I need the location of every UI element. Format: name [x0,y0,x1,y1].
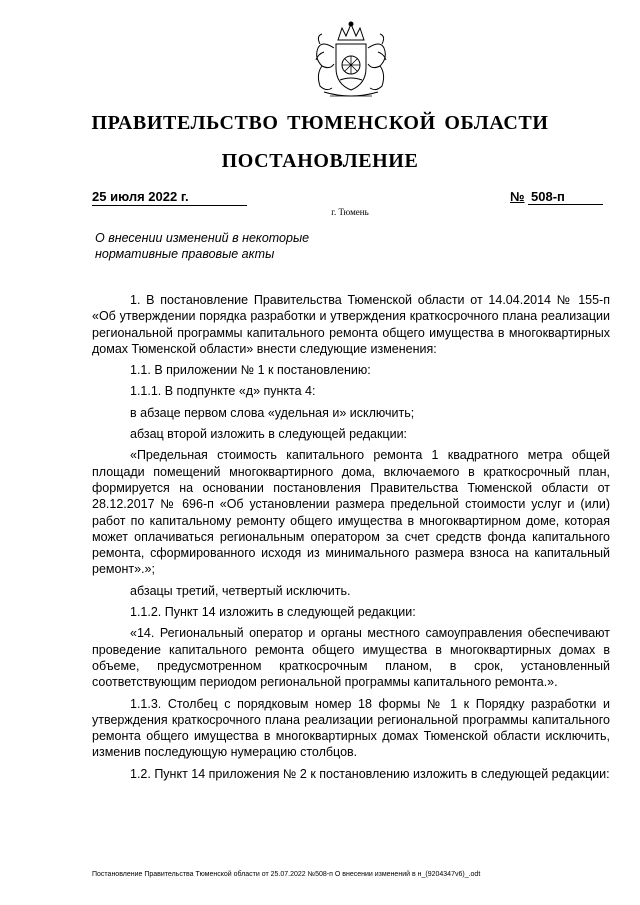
document-body [92,292,610,782]
document-type-title: ПОСТАНОВЛЕНИЕ [221,150,419,172]
subject-line-1: О внесении изменений в некоторые [95,231,310,245]
city-label: г. Тюмень [331,207,369,217]
paragraph-first-abzac: в абзаце первом слова «удельная и» исключить; [130,405,415,420]
paragraph-quote-14: «14. Региональный оператор и органы местного самоуправления обеспечивают проведение капитального ремонта общего имущества в многоквартирных домах в объеме, предусмотренном краткосрочным планом, в срок, установленный соответствующим периодом региональной программы капитального ремонта.». [92,626,610,690]
paragraph-1-2: 1.2. Пункт 14 приложения № 2 к постановлению изложить в следующей редакции: [130,766,610,781]
document-subject [95,230,415,262]
paragraph-second-abzac: абзац второй изложить в следующей редакции: [130,427,408,442]
document-date: 25 июля 2022 г. [92,188,247,206]
paragraph-1-1-1: 1.1.1. В подпункте «д» пункта 4: [130,384,316,399]
paragraph-1-1-3: 1.1.3. Столбец с порядковым номер 18 формы № 1 к Порядку разработки и утверждения краткосрочного плана реализации региональной программы капитального ремонта общего имущества в многоквартирных домах Тюменской области исключить, изменив последующую нумерацию столбцов. [92,696,610,760]
document-number-field [510,188,603,205]
paragraph-1: 1. В постановление Правительства Тюменской области от 14.04.2014 № 155-п «Об утверждении порядка разработки и утверждения краткосрочного плана реализации региональной программы капитального ремонта общего имущества в многоквартирных домах Тюменской области» внести следующие изменения: [92,293,610,356]
subject-line-2: нормативные правовые акты [95,247,275,261]
paragraph-third-fourth-abzac: абзацы третий, четвертый исключить. [130,583,351,598]
paragraph-1-1: 1.1. В приложении № 1 к постановлению: [130,363,371,378]
document-footer: Постановление Правительства Тюменской области от 25.07.2022 №508-п О внесении изменений в н_(9204347v6)_.odt [92,871,481,878]
number-sign: № [510,189,525,204]
paragraph-1-1-2: 1.1.2. Пункт 14 изложить в следующей редакции: [130,605,416,620]
document-number: 508-п [528,188,603,205]
government-title: ПРАВИТЕЛЬСТВО ТЮМЕНСКОЙ ОБЛАСТИ [91,112,549,134]
paragraph-quote-price: «Предельная стоимость капитального ремонта 1 квадратного метра общей площади помещений многоквартирного дома, включаемого в краткосрочный план, формируется на основании постановления Правительства Тюменской области от 28.12.2017 № 696-п «Об установлении размера предельной стоимости услуг и (или) работ по капитальному ремонту общего имущества в многоквартирном доме, которая может оплачиваться региональным оператором за счет средств фонда капитального ремонта, сформированного исходя из минимального размера взноса на капитальный ремонт».»; [92,448,610,577]
coat-of-arms-icon [302,18,400,102]
